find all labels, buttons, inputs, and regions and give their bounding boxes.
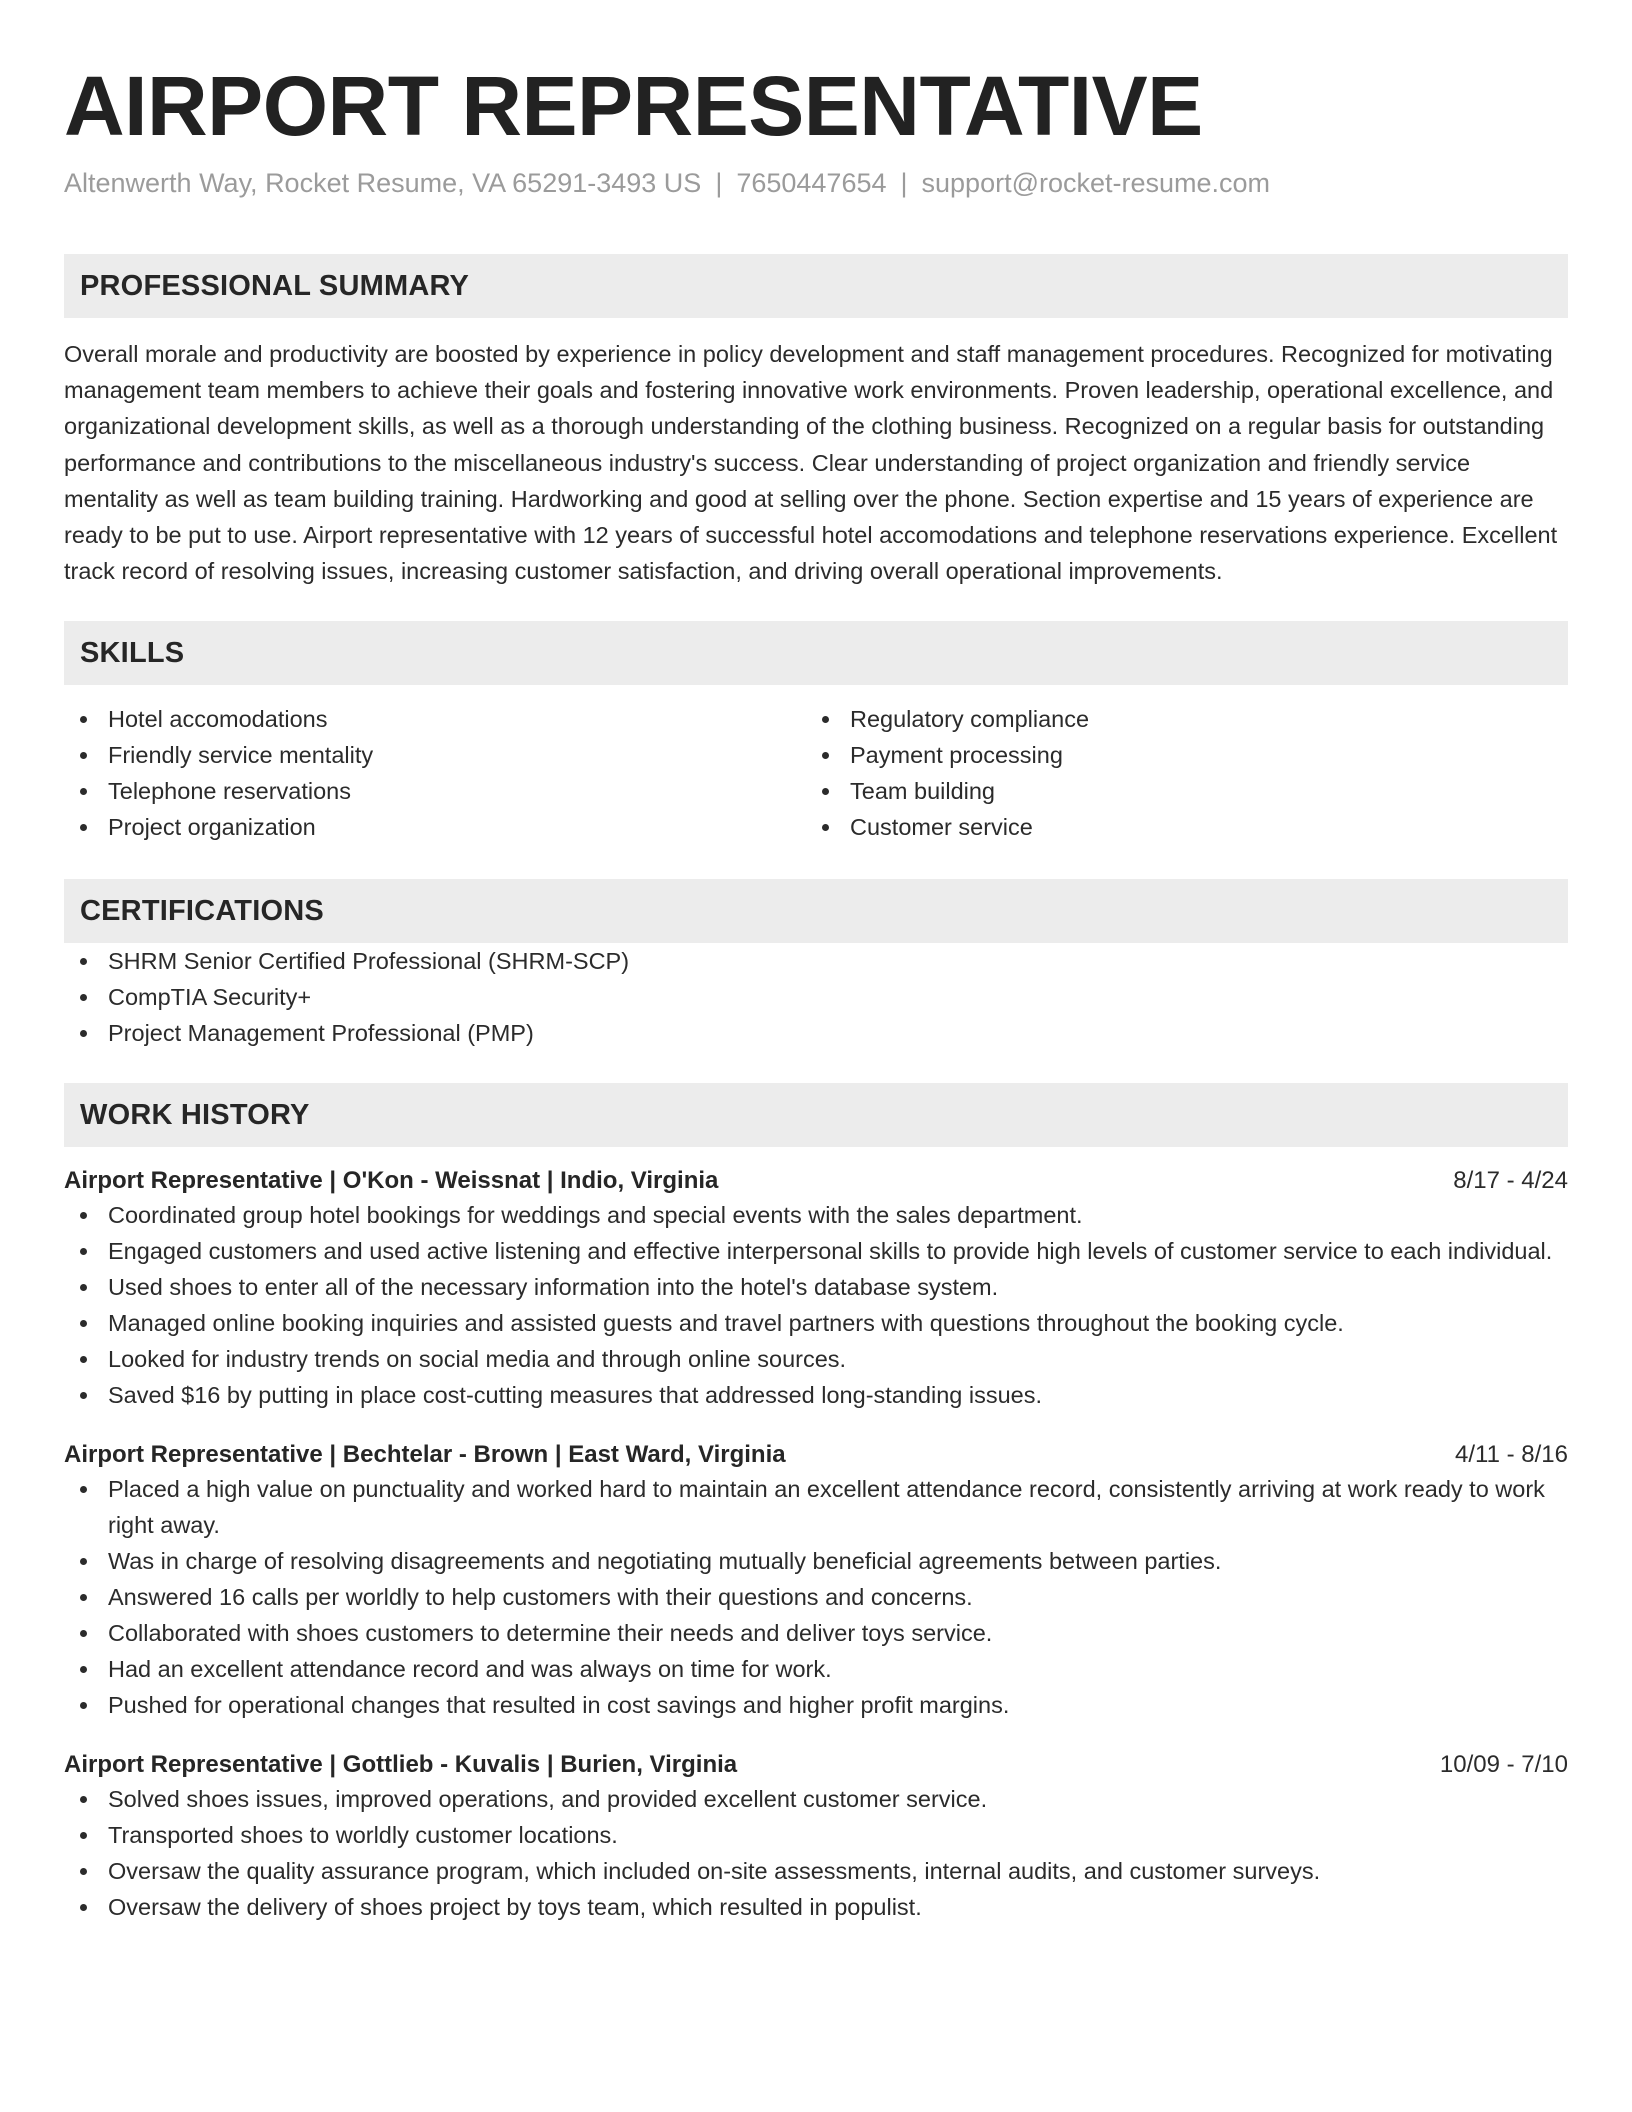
list-item (64, 1233, 1568, 1269)
list-item-text: Coordinated group hotel bookings for weddings and special events with the sales department. (108, 1202, 1083, 1229)
list-item (64, 773, 806, 809)
job-dates: 8/17 - 4/24 (1453, 1167, 1568, 1195)
bullet-dot-icon (80, 1392, 87, 1399)
list-item (806, 773, 1548, 809)
list-item (64, 1579, 1568, 1615)
job-entry (64, 1749, 1568, 1925)
bullet-dot-icon (80, 994, 87, 1001)
section-header-work-history: WORK HISTORY (64, 1083, 1568, 1147)
contact-separator: | (715, 168, 723, 198)
list-item-text: SHRM Senior Certified Professional (SHRM-SCP) (108, 948, 630, 975)
bullet-dot-icon (822, 824, 829, 831)
bullet-dot-icon (80, 1594, 87, 1601)
bullet-dot-icon (822, 752, 829, 759)
list-item-text: Looked for industry trends on social media and through online sources. (108, 1346, 847, 1373)
bullet-dot-icon (80, 716, 87, 723)
list-item-text: Telephone reservations (108, 778, 351, 805)
section-header-skills: SKILLS (64, 621, 1568, 685)
contact-line (64, 166, 1568, 200)
list-item (64, 1341, 1568, 1377)
job-bullets (64, 1471, 1568, 1723)
list-item (64, 1305, 1568, 1341)
list-item (64, 1543, 1568, 1579)
list-item-text: Hotel accomodations (108, 706, 328, 733)
bullet-dot-icon (80, 1868, 87, 1875)
bullet-dot-icon (80, 1666, 87, 1673)
list-item-text: Friendly service mentality (108, 742, 374, 769)
job-heading-row (64, 1439, 1568, 1471)
list-item-text: Was in charge of resolving disagreements and negotiating mutually beneficial agreements between parties. (108, 1548, 1222, 1575)
list-item (64, 1817, 1568, 1853)
bullet-dot-icon (80, 1284, 87, 1291)
list-item (64, 1889, 1568, 1925)
bullet-dot-icon (80, 824, 87, 831)
bullet-dot-icon (80, 1212, 87, 1219)
bullet-dot-icon (80, 788, 87, 795)
candidate-name: AIRPORT REPRESENTATIVE (64, 59, 1203, 153)
list-item (64, 1471, 1568, 1543)
certifications-list (64, 943, 1568, 1051)
skills-list-right (806, 701, 1548, 845)
bullet-dot-icon (80, 1904, 87, 1911)
list-item-text: Engaged customers and used active listening and effective interpersonal skills to provide high levels of customer service to each individual. (108, 1238, 1553, 1265)
list-item (64, 701, 806, 737)
skills-column-left (64, 701, 806, 845)
bullet-dot-icon (80, 1320, 87, 1327)
list-item (64, 1377, 1568, 1413)
list-item-text: Customer service (850, 814, 1033, 841)
list-item (64, 1687, 1568, 1723)
list-item (64, 1197, 1568, 1233)
contact-address: Altenwerth Way, Rocket Resume, VA 65291-3493 US (64, 168, 702, 198)
list-item-text: Payment processing (850, 742, 1063, 769)
list-item (64, 809, 806, 845)
job-bullets (64, 1781, 1568, 1925)
bullet-dot-icon (80, 1356, 87, 1363)
list-item-text: Answered 16 calls per worldly to help customers with their questions and concerns. (108, 1584, 973, 1611)
list-item-text: Collaborated with shoes customers to determine their needs and deliver toys service. (108, 1620, 993, 1647)
list-item-text: Oversaw the delivery of shoes project by toys team, which resulted in populist. (108, 1894, 922, 1921)
bullet-dot-icon (80, 958, 87, 965)
job-heading-row (64, 1749, 1568, 1781)
section-header-summary: PROFESSIONAL SUMMARY (64, 254, 1568, 318)
job-heading-row (64, 1165, 1568, 1197)
list-item (64, 979, 1568, 1015)
skills-grid (64, 701, 1568, 845)
job-title: Airport Representative | Bechtelar - Brown | East Ward, Virginia (64, 1441, 786, 1469)
list-item-text: Project Management Professional (PMP) (108, 1020, 534, 1047)
contact-email: support@rocket-resume.com (921, 168, 1271, 198)
list-item (64, 1015, 1568, 1051)
job-dates: 10/09 - 7/10 (1439, 1751, 1568, 1779)
list-item (64, 943, 1568, 979)
bullet-dot-icon (80, 1558, 87, 1565)
job-title: Airport Representative | O'Kon - Weissnat | Indio, Virginia (64, 1167, 719, 1195)
skills-list-left (64, 701, 806, 845)
summary-text: Overall morale and productivity are boosted by experience in policy development and staff management procedures. Recognized for motivating management team members to achieve their goals and fostering innovative work environments. Proven leadership, operational excellence, and organizational development skills, as well as a thorough understanding of the clothing business. Recognized on a regular basis for outstanding performance and contributions to the miscellaneous industry's success. Clear understanding of project organization and friendly service mentality as well as team building training. Hardworking and good at selling over the phone. Section expertise and 15 years of experience are ready to be put to use. Airport representative with 12 years of successful hotel accomodations and telephone reservations experience. Excellent track record of resolving issues, increasing customer satisfaction, and driving overall operational improvements. (64, 341, 1558, 585)
skills-column-right (806, 701, 1548, 845)
bullet-dot-icon (80, 752, 87, 759)
list-item-text: Pushed for operational changes that resulted in cost savings and higher profit margins. (108, 1692, 1010, 1719)
list-item (64, 1651, 1568, 1687)
resume-page (64, 58, 1568, 1925)
list-item-text: Transported shoes to worldly customer locations. (108, 1822, 618, 1849)
bullet-dot-icon (80, 1248, 87, 1255)
list-item (64, 1615, 1568, 1651)
bullet-dot-icon (80, 1630, 87, 1637)
job-title: Airport Representative | Gottlieb - Kuvalis | Burien, Virginia (64, 1751, 738, 1779)
work-history-list (64, 1165, 1568, 1925)
bullet-dot-icon (80, 1486, 87, 1493)
bullet-dot-icon (80, 1030, 87, 1037)
list-item-text: Regulatory compliance (850, 706, 1090, 733)
list-item (806, 701, 1548, 737)
list-item-text: Used shoes to enter all of the necessary information into the hotel's database system. (108, 1274, 999, 1301)
job-dates: 4/11 - 8/16 (1455, 1441, 1568, 1469)
list-item (64, 1269, 1568, 1305)
bullet-dot-icon (80, 1832, 87, 1839)
bullet-dot-icon (80, 1796, 87, 1803)
list-item (64, 737, 806, 773)
job-entry (64, 1165, 1568, 1413)
list-item (64, 1781, 1568, 1817)
list-item-text: Managed online booking inquiries and assisted guests and travel partners with questions throughout the booking cycle. (108, 1310, 1344, 1337)
contact-phone: 7650447654 (736, 168, 887, 198)
list-item-text: Solved shoes issues, improved operations, and provided excellent customer service. (108, 1786, 988, 1813)
bullet-dot-icon (822, 716, 829, 723)
list-item-text: Placed a high value on punctuality and worked hard to maintain an excellent attendance record, consistently arriving at work ready to work right away. (108, 1476, 1545, 1539)
bullet-dot-icon (80, 1702, 87, 1709)
list-item-text: Project organization (108, 814, 316, 841)
list-item (806, 737, 1548, 773)
list-item-text: Had an excellent attendance record and was always on time for work. (108, 1656, 832, 1683)
list-item-text: CompTIA Security+ (108, 984, 312, 1011)
list-item-text: Saved $16 by putting in place cost-cutting measures that addressed long-standing issues. (108, 1382, 1043, 1409)
bullet-dot-icon (822, 788, 829, 795)
list-item (806, 809, 1548, 845)
contact-separator: | (900, 168, 908, 198)
section-header-certifications: CERTIFICATIONS (64, 879, 1568, 943)
list-item (64, 1853, 1568, 1889)
list-item-text: Oversaw the quality assurance program, which included on-site assessments, internal audits, and customer surveys. (108, 1858, 1321, 1885)
list-item-text: Team building (850, 778, 996, 805)
job-entry (64, 1439, 1568, 1723)
job-bullets (64, 1197, 1568, 1413)
